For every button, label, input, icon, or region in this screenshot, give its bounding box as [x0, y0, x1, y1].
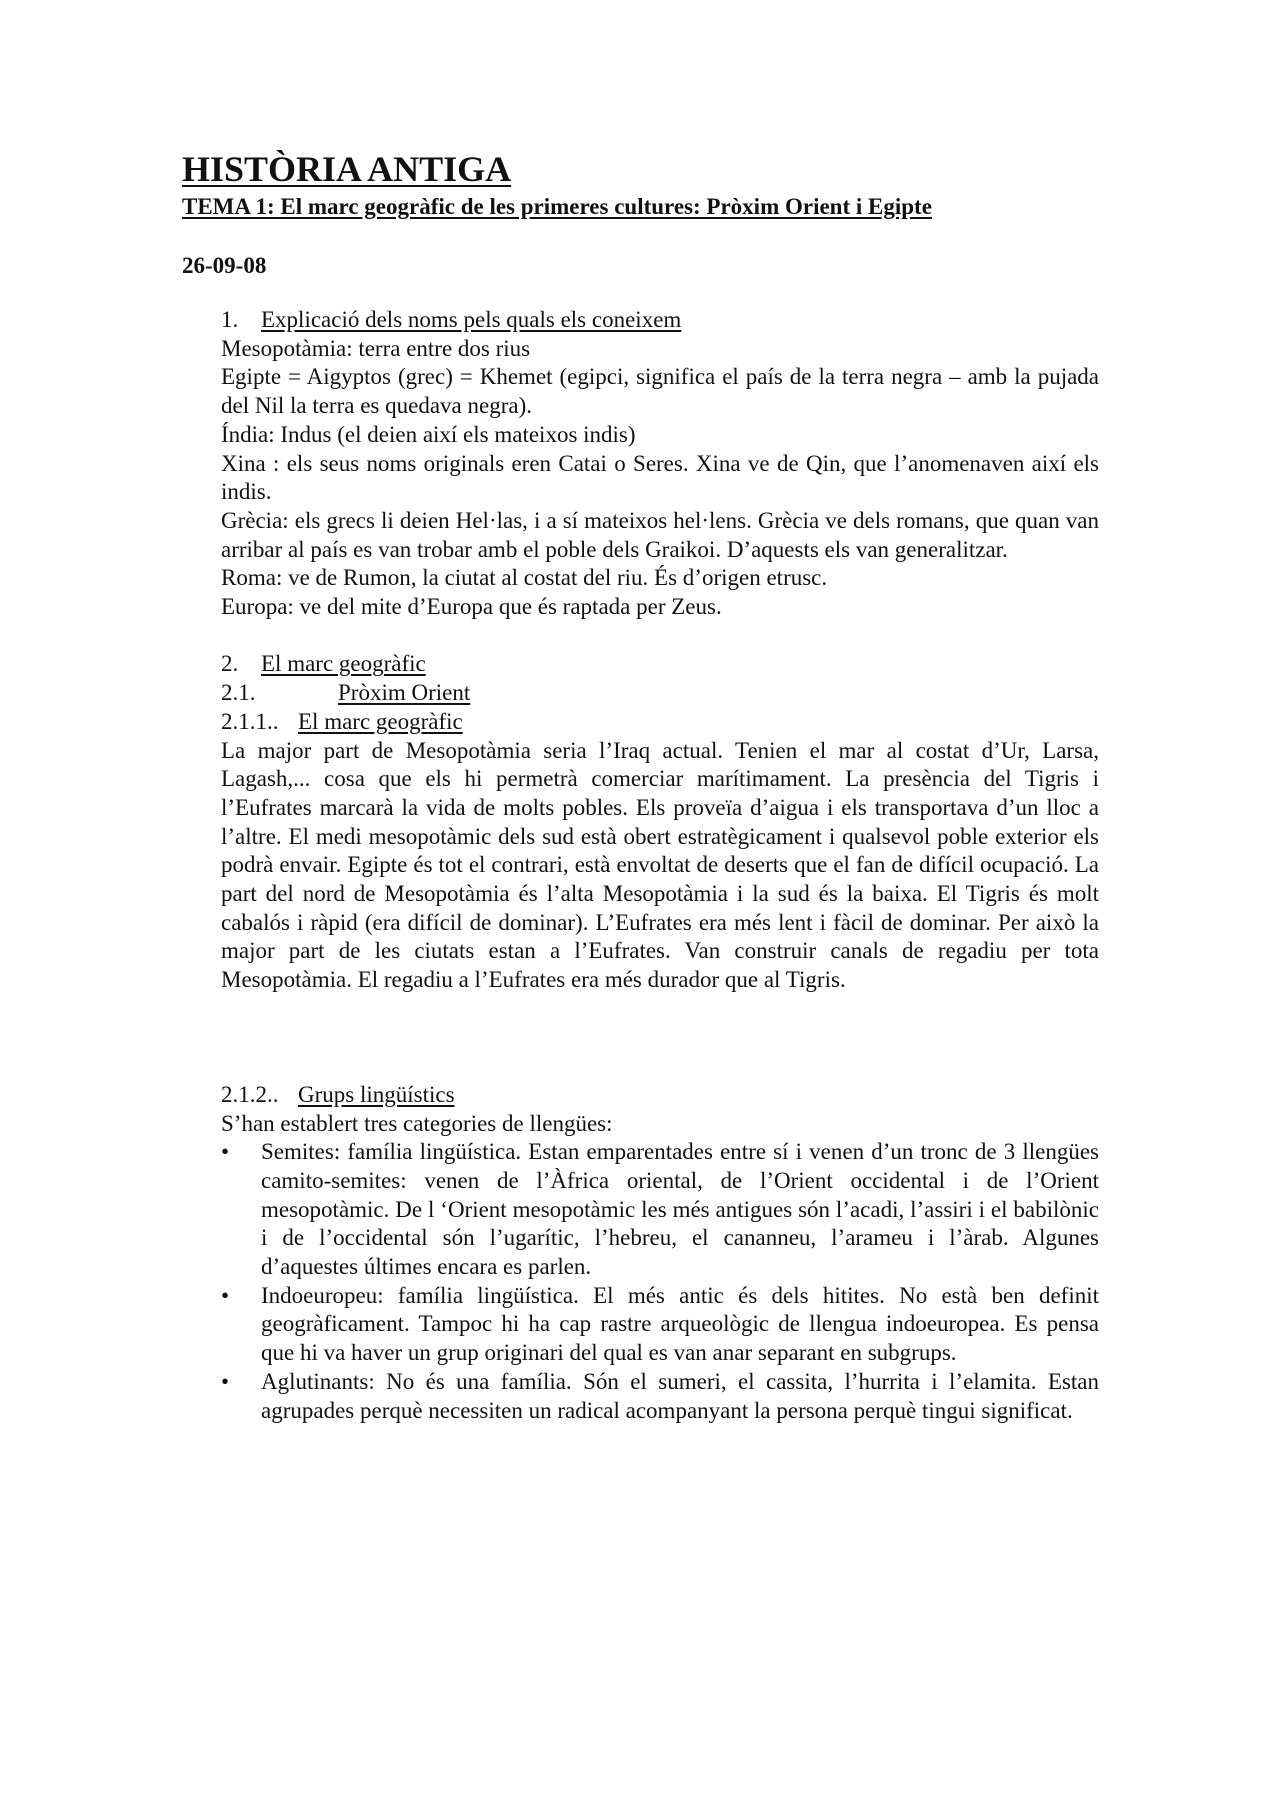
list-item: [221, 1282, 1099, 1368]
section-1-paragraph: Grècia: els grecs li deien Hel·las, i a sí mateixos hel·lens. Grècia ve dels romans, que quan van arribar al país es van trobar amb el poble dels Graikoi. D’aquests els van generalitzar.: [221, 507, 1099, 562]
section-2-number: 2.: [221, 651, 239, 677]
section-1-title: Explicació dels noms pels quals els coneixem: [261, 307, 682, 332]
section-1-paragraph: Xina : els seus noms originals eren Catai o Seres. Xina ve de Qin, que l’anomenaven així els indis.: [221, 450, 1099, 505]
bullet-icon: •: [221, 1139, 230, 1165]
bullet-icon: •: [221, 1282, 230, 1308]
section-2-heading: [221, 650, 1099, 679]
section-2-1-2-number: 2.1.2..: [221, 1081, 279, 1107]
section-1-number: 1.: [221, 307, 239, 332]
language-groups-list: [221, 1138, 1099, 1425]
section-1-paragraph: Índia: Indus (el deien així els mateixos indis): [221, 421, 636, 447]
section-1-paragraph: Roma: ve de Rumon, la ciutat al costat del riu. És d’origen etrusc.: [221, 565, 828, 591]
section-2-1-number: 2.1.: [221, 680, 256, 706]
section-2-1-1-title: El marc geogràfic: [298, 708, 463, 734]
section-2-1-2-heading: [221, 1081, 1099, 1110]
document-body: [221, 306, 1099, 1425]
spacer: [221, 995, 1099, 1081]
bullet-icon: •: [221, 1368, 230, 1394]
list-item-text: Indoeuropeu: família lingüística. El més antic és dels hitites. No està ben definit geogràficament. Tampoc hi ha cap rastre arqueològic de llengua indoeuropea. Es pensa que hi va haver un grup originari del qual es van anar separant en subgrups.: [261, 1282, 1099, 1366]
list-item-text: Aglutinants: No és una família. Són el sumeri, el cassita, l’hurrita i l’elamita. Estan agrupades perquè necessiten un radical acompanyant la persona perquè tingui significat.: [261, 1368, 1099, 1423]
list-item: [221, 1368, 1099, 1425]
section-2-1-heading: [221, 679, 1099, 708]
section-1-heading: [221, 306, 1099, 335]
document-subtitle: TEMA 1: El marc geogràfic de les primeres cultures: Pròxim Orient i Egipte: [182, 194, 932, 219]
section-2-1-title: Pròxim Orient: [338, 680, 471, 706]
section-1-paragraph: Mesopotàmia: terra entre dos rius: [221, 335, 531, 361]
section-1-paragraph: Europa: ve del mite d’Europa que és raptada per Zeus.: [221, 594, 722, 620]
spacer: [221, 622, 1099, 651]
section-2-1-2-title: Grups lingüístics: [298, 1081, 455, 1107]
section-2-1-2-intro: S’han establert tres categories de llengües:: [221, 1110, 613, 1136]
document-date: 26-09-08: [182, 253, 267, 278]
section-2-1-1-number: 2.1.1..: [221, 708, 279, 734]
list-item: [221, 1138, 1099, 1282]
section-1-paragraph: Egipte = Aigyptos (grec) = Khemet (egipci, significa el país de la terra negra – amb la pujada del Nil la terra es quedava negra).: [221, 364, 1099, 419]
document-title: HISTÒRIA ANTIGA: [182, 149, 512, 189]
section-2-1-1-text: La major part de Mesopotàmia seria l’Iraq actual. Tenien el mar al costat d’Ur, Larsa, Lagash,... cosa que els hi permetrà comerciar marítimament. La presència del Tigris i l’Eufrates marcarà la vida de molts pobles. Els proveïa d’aigua i els transportava d’un lloc a l’altre. El medi mesopotàmic dels sud està obert estratègicament i qualsevol poble exterior els podrà envair. Egipte és tot el contrari, està envoltat de deserts que el fan de difícil ocupació. La part del nord de Mesopotàmia és l’alta Mesopotàmia i la sud és la baixa. El Tigris és molt cabalós i ràpid (era difícil de dominar). L’Eufrates era més lent i fàcil de dominar. Per això la major part de les ciutats estan a l’Eufrates. Van construir canals de regadiu per tota Mesopotàmia. El regadiu a l’Eufrates era més durador que al Tigris.: [221, 737, 1099, 993]
list-item-text: Semites: família lingüística. Estan emparentades entre sí i venen d’un tronc de 3 llengües camito-semites: venen de l’Àfrica oriental, de l’Orient occidental i de l’Orient mesopotàmic. De l ‘Orient mesopotàmic les més antigues són l’acadi, l’assiri i el babilònic i de l’occidental són l’ugarític, l’hebreu, el cananneu, l’arameu i l’àrab. Algunes d’aquestes últimes encara es parlen.: [261, 1139, 1099, 1280]
section-2-title: El marc geogràfic: [261, 651, 426, 677]
section-2-1-1-heading: [221, 708, 1099, 737]
